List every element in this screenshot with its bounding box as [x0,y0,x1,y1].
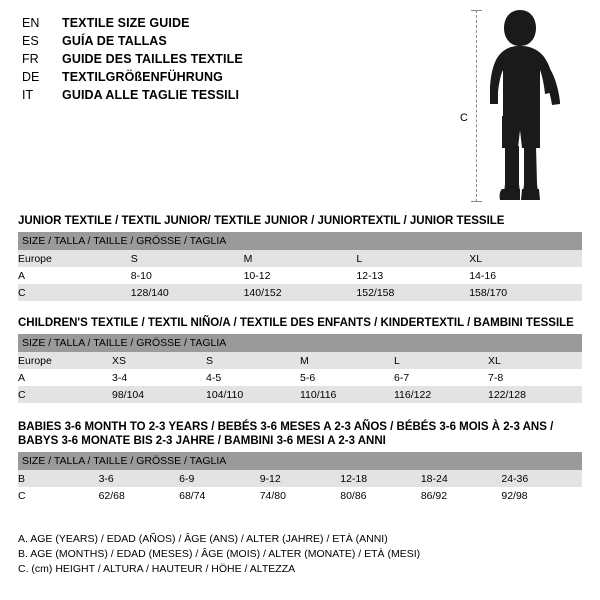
section-title: CHILDREN'S TEXTILE / TEXTIL NIÑO/A / TEXTILE DES ENFANTS / KINDERTEXTIL / BAMBINI TESSILE [18,317,574,329]
language-row [22,68,442,86]
cell: S [131,250,244,267]
table-row [18,470,582,487]
language-code: FR [22,52,39,66]
cell: 104/110 [206,386,300,403]
row-label: C [18,386,112,403]
table-header-label: SIZE / TALLA / TAILLE / GRÖSSE / TAGLIA [18,452,582,470]
cell: 24-36 [501,470,582,487]
row-label: C [18,487,99,504]
child-silhouette-icon [474,8,584,203]
cell: 6-9 [179,470,260,487]
table-row [18,267,582,284]
language-title: GUIDA ALLE TAGLIE TESSILI [62,88,240,102]
cell: 68/74 [179,487,260,504]
section-title: BABIES 3-6 MONTH TO 2-3 YEARS / BEBÉS 3-6 MESES A 2-3 AÑOS / BÉBÉS 3-6 MOIS À 2-3 ANS / BABYS 3-6 MONATE BIS 2-3 JAHRE / BAMBINI 3-6 MESI A 2-3 ANNI [18,421,554,447]
cell: S [206,352,300,369]
table-row [18,352,582,369]
cell: XL [469,250,582,267]
cell: 110/116 [300,386,394,403]
language-code: IT [22,88,34,102]
language-row [22,50,442,68]
language-title: GUÍA DE TALLAS [62,34,167,48]
language-title: TEXTILE SIZE GUIDE [62,16,190,30]
table-header-row [18,334,582,352]
row-label: A [18,369,112,386]
cell: 140/152 [244,284,357,301]
language-title: GUIDE DES TAILLES TEXTILE [62,52,243,66]
language-code: EN [22,16,40,30]
cell: 4-5 [206,369,300,386]
children-size-table [18,334,582,403]
language-code: DE [22,70,40,84]
cell: 12-13 [356,267,469,284]
cell: 62/68 [99,487,180,504]
cell: M [244,250,357,267]
section-title: JUNIOR TEXTILE / TEXTIL JUNIOR/ TEXTILE JUNIOR / JUNIORTEXTIL / JUNIOR TESSILE [18,215,505,227]
footnote-b: B. AGE (MONTHS) / EDAD (MESES) / ÂGE (MOIS) / ALTER (MONATE) / ETÀ (MESI) [18,548,421,560]
table-row [18,250,582,267]
cell: 116/122 [394,386,488,403]
row-label: Europe [18,250,131,267]
language-row [22,14,442,32]
cell: L [394,352,488,369]
cell: 14-16 [469,267,582,284]
junior-size-table [18,232,582,301]
language-row [22,32,442,50]
cell: M [300,352,394,369]
cell: 9-12 [260,470,341,487]
language-title: TEXTILGRÖßENFÜHRUNG [62,70,223,84]
cell: L [356,250,469,267]
cell: 3-4 [112,369,206,386]
row-label: Europe [18,352,112,369]
cell: 74/80 [260,487,341,504]
table-row [18,369,582,386]
row-label: B [18,470,99,487]
cell: 3-6 [99,470,180,487]
language-code: ES [22,34,39,48]
cell: 122/128 [488,386,582,403]
table-header-label: SIZE / TALLA / TAILLE / GRÖSSE / TAGLIA [18,232,582,250]
cell: 10-12 [244,267,357,284]
cell: 12-18 [340,470,421,487]
table-row [18,386,582,403]
footnote-c: C. (cm) HEIGHT / ALTURA / HAUTEUR / HÖHE / ALTEZZA [18,563,296,575]
footnote-a: A. AGE (YEARS) / EDAD (AÑOS) / ÂGE (ANS) / ALTER (JAHRE) / ETÀ (ANNI) [18,533,388,545]
table-header-row [18,232,582,250]
cell: XL [488,352,582,369]
babies-size-table [18,452,582,504]
section-junior [18,214,582,301]
cell: 98/104 [112,386,206,403]
footnotes [18,532,582,577]
height-measure-label: C [460,112,468,124]
measurement-figure [452,8,592,203]
table-row [18,284,582,301]
cell: 7-8 [488,369,582,386]
cell: 128/140 [131,284,244,301]
table-header-row [18,452,582,470]
section-babies [18,420,582,504]
cell: 8-10 [131,267,244,284]
cell: 18-24 [421,470,502,487]
cell: 86/92 [421,487,502,504]
cell: 6-7 [394,369,488,386]
cell: 158/170 [469,284,582,301]
cell: 92/98 [501,487,582,504]
cell: 152/158 [356,284,469,301]
row-label: C [18,284,131,301]
table-row [18,487,582,504]
table-header-label: SIZE / TALLA / TAILLE / GRÖSSE / TAGLIA [18,334,582,352]
language-header [22,14,442,104]
cell: 80/86 [340,487,421,504]
cell: 5-6 [300,369,394,386]
section-children [18,316,582,403]
language-row [22,86,442,104]
cell: XS [112,352,206,369]
row-label: A [18,267,131,284]
